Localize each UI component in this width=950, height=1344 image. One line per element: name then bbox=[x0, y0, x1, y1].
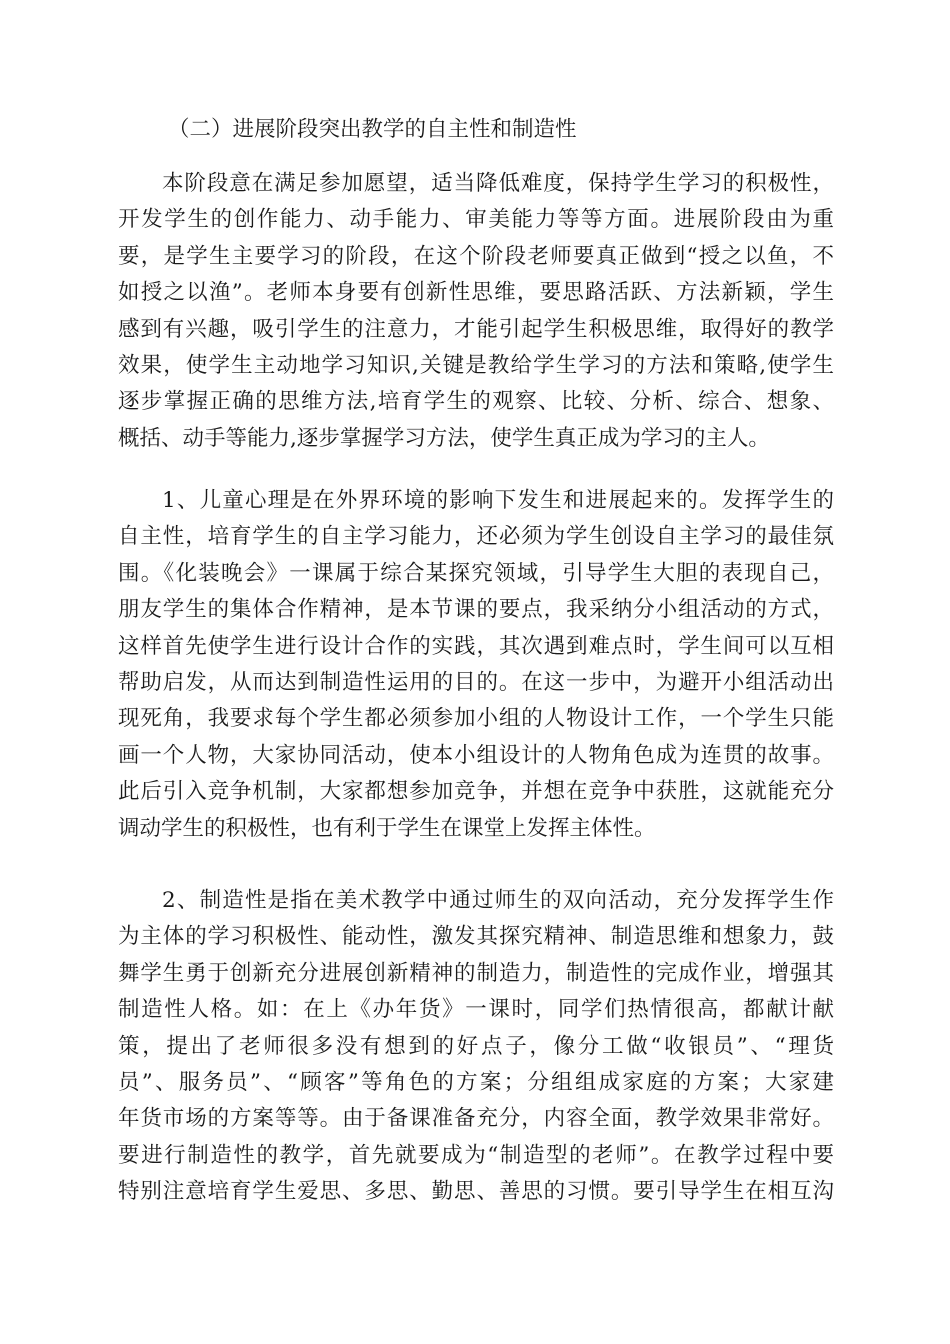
text-line: 现死角，我要求每个学生都必须参加小组的人物设计工作，一个学生只能 bbox=[118, 706, 834, 732]
text-line: 年货市场的方案等等。由于备课准备充分，内容全面，教学效果非常好。 bbox=[118, 1106, 834, 1132]
text-line: 舞学生勇于创新充分进展创新精神的制造力，制造性的完成作业，增强其 bbox=[118, 960, 834, 986]
text-line: 画一个人物，大家协同活动，使本小组设计的人物角色成为连贯的故事。 bbox=[118, 742, 834, 768]
text-line: 要进行制造性的教学，首先就要成为“制造型的老师”。在教学过程中要 bbox=[118, 1142, 834, 1168]
text-line: 围。《化装晚会》一课属于综合某探究领域，引导学生大胆的表现自己， bbox=[118, 560, 834, 586]
text-line: 此后引入竞争机制，大家都想参加竞争，并想在竞争中获胜，这就能充分 bbox=[118, 779, 834, 805]
text-line: 概括、动手等能力,逐步掌握学习方法，使学生真正成为学习的主人。 bbox=[118, 425, 770, 451]
text-line: 要，是学生主要学习的阶段，在这个阶段老师要真正做到“授之以鱼，不 bbox=[118, 243, 834, 269]
text-line: 为主体的学习积极性、能动性，激发其探究精神、制造思维和想象力，鼓 bbox=[118, 924, 834, 950]
text-line: 制造性人格。如：在上《办年货》一课时，同学们热情很高，都献计献 bbox=[118, 997, 834, 1023]
text-line: 帮助启发，从而达到制造性运用的目的。在这一步中，为避开小组活动出 bbox=[118, 669, 834, 695]
text-line: 如授之以渔”。老师本身要有创新性思维，要思路活跃、方法新颖，学生 bbox=[118, 280, 834, 306]
section-heading: （二）进展阶段突出教学的自主性和制造性 bbox=[168, 117, 577, 142]
text-line: 效果，使学生主动地学习知识,关键是教给学生学习的方法和策略,使学生 bbox=[118, 352, 834, 378]
text-line: 调动学生的积极性，也有利于学生在课堂上发挥主体性。 bbox=[118, 815, 656, 841]
paragraph-1 bbox=[118, 166, 834, 457]
text-line: 自主性，培育学生的自主学习能力，还必须为学生创设自主学习的最佳氛 bbox=[118, 524, 834, 550]
text-line: 朋友学生的集体合作精神，是本节课的要点，我采纳分小组活动的方式， bbox=[118, 597, 834, 623]
text-line: 策，提出了老师很多没有想到的好点子，像分工做“收银员”、“理货 bbox=[118, 1033, 834, 1059]
text-line: 1、儿童心理是在外界环境的影响下发生和进展起来的。发挥学生的 bbox=[162, 488, 834, 513]
text-line: 这样首先使学生进行设计合作的实践，其次遇到难点时，学生间可以互相 bbox=[118, 633, 834, 659]
text-line: 感到有兴趣，吸引学生的注意力，才能引起学生积极思维，取得好的教学 bbox=[118, 316, 834, 342]
text-line: 2、制造性是指在美术教学中通过师生的双向活动，充分发挥学生作 bbox=[162, 888, 834, 913]
text-line: 逐步掌握正确的思维方法,培育学生的观察、比较、分析、综合、想象、 bbox=[118, 389, 834, 415]
paragraph-3 bbox=[118, 883, 834, 1211]
text-line: 特别注意培育学生爱思、多思、勤思、善思的习惯。要引导学生在相互沟 bbox=[118, 1179, 834, 1205]
text-line: 本阶段意在满足参加愿望，适当降低难度，保持学生学习的积极性， bbox=[162, 171, 834, 196]
paragraph-2 bbox=[118, 483, 834, 847]
text-line: 员”、服务员”、“顾客”等角色的方案；分组组成家庭的方案；大家建 bbox=[118, 1069, 834, 1095]
text-line: 开发学生的创作能力、动手能力、审美能力等等方面。进展阶段由为重 bbox=[118, 207, 834, 233]
